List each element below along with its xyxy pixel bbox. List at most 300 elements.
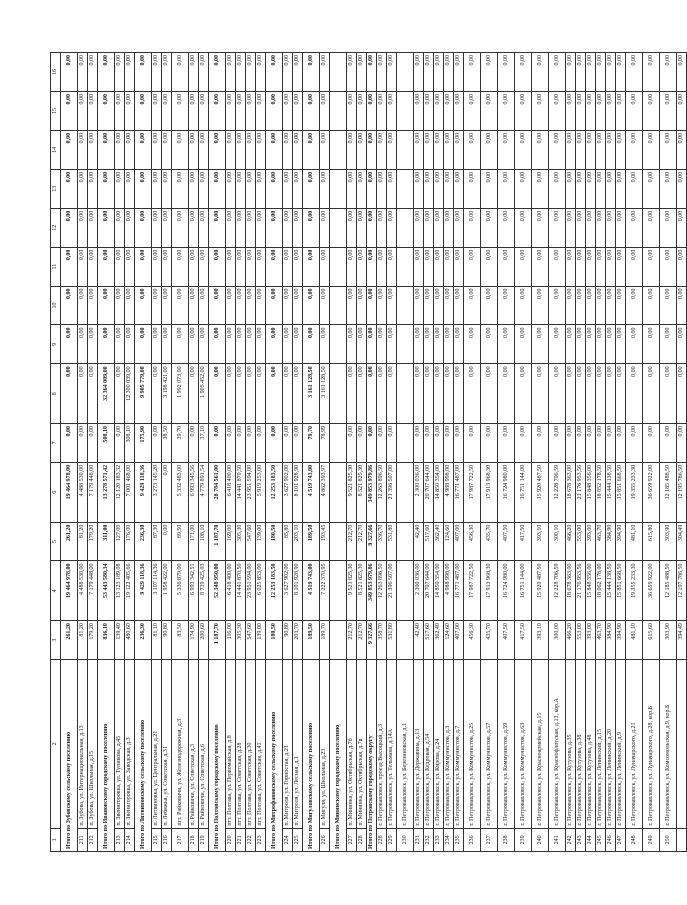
table-cell: 9 327,66 <box>367 621 377 660</box>
table-cell: 3 107 114,36 <box>152 561 162 621</box>
table-cell: 0,00 <box>464 325 481 364</box>
table-cell: 12 253 183,50 <box>266 462 283 522</box>
table-cell: 5 336 879,00 <box>172 561 189 621</box>
table-cell: 0,00 <box>256 364 266 424</box>
address-cell: п. Литвиновка, ул. Центральная, д.21 <box>152 660 162 829</box>
table-cell: 0,00 <box>532 247 549 286</box>
table-cell: 0,00 <box>626 169 643 208</box>
row-number: 231 <box>414 828 424 851</box>
table-cell: 0,00 <box>303 208 320 247</box>
table-cell: 0,00 <box>660 247 677 286</box>
table-cell: 81,10 <box>152 621 162 660</box>
row-number: 244 <box>586 828 596 851</box>
table-cell: 12 197 786,50 <box>677 561 687 621</box>
table-cell: 0,00 <box>387 424 397 463</box>
table-cell: 0,00 <box>586 208 596 247</box>
table-cell: 0,00 <box>677 169 687 208</box>
address-cell: г. Петровавловск, ул. Коммунистов, д.7 <box>454 660 464 829</box>
table-cell: 175,90 <box>135 424 152 463</box>
table-cell: 384,90 <box>606 522 616 561</box>
table-cell: 0,00 <box>61 247 78 286</box>
address-cell: п. Мининка, ул. Октябрьская, д.7б <box>347 660 357 829</box>
column-header: 8 <box>51 364 61 424</box>
table-cell: 0,00 <box>532 424 549 463</box>
address-cell: г. Петровавловск, ул. Кирова, д.24 <box>434 660 444 829</box>
table-cell: 0,00 <box>481 286 498 325</box>
table-cell: 0,00 <box>246 364 256 424</box>
table-cell: 393,00 <box>586 621 596 660</box>
table-cell: 0,00 <box>246 325 256 364</box>
table-row <box>199 53 209 852</box>
table-cell: 0,00 <box>549 247 566 286</box>
table-cell: 0,00 <box>596 286 606 325</box>
table-cell: 349 853 979,86 <box>367 462 377 522</box>
table-row <box>515 53 532 852</box>
table-cell: 0,00 <box>596 325 606 364</box>
table-row <box>293 53 303 852</box>
table-cell: 0,00 <box>266 53 283 92</box>
table-cell: 0,00 <box>256 247 266 286</box>
table-cell <box>397 92 414 131</box>
table-cell: 0,00 <box>256 130 266 169</box>
table-cell: 336,70 <box>377 522 387 561</box>
table-cell: 0,00 <box>444 247 454 286</box>
table-cell: 212,70 <box>347 621 357 660</box>
column-header: 6 <box>51 462 61 522</box>
table-cell: 189,50 <box>303 522 320 561</box>
table-cell: 393,10 <box>532 522 549 561</box>
table-cell: 300,00 <box>549 621 566 660</box>
table-cell: 0,00 <box>320 130 330 169</box>
table-cell: 15 851 668,50 <box>616 561 626 621</box>
table-row <box>162 53 172 852</box>
table-cell: 0,00 <box>125 92 135 131</box>
table-cell: 12 120 183,32 <box>115 462 125 522</box>
table-cell: 0,00 <box>303 247 320 286</box>
table-cell: 0,00 <box>444 92 454 131</box>
table-row <box>596 53 606 852</box>
address-cell: п. Райковичи, ул. Советская, д.6 <box>199 660 209 829</box>
table-cell: 37,10 <box>199 424 209 463</box>
table-cell: 0,00 <box>347 208 357 247</box>
table-cell: 0,00 <box>532 130 549 169</box>
table-cell: 169,00 <box>226 522 236 561</box>
table-cell: 8 739 425,03 <box>199 561 209 621</box>
table-cell: 0,00 <box>596 53 606 92</box>
table-cell: 0,00 <box>515 208 532 247</box>
table-cell: 0,00 <box>115 169 125 208</box>
table-cell: 0,00 <box>115 325 125 364</box>
table-cell: 0,00 <box>209 53 226 92</box>
table-cell: 0,00 <box>576 130 586 169</box>
table-cell: 0,00 <box>357 247 367 286</box>
table-cell: 17 987 722,50 <box>464 462 481 522</box>
table-cell: 0,00 <box>61 130 78 169</box>
table-cell: 0,00 <box>424 169 434 208</box>
table-cell: 52 348 950,00 <box>209 561 226 621</box>
table-cell: 0,00 <box>61 169 78 208</box>
table-cell: 9 521 825,30 <box>347 561 357 621</box>
table-cell: 0,00 <box>88 169 98 208</box>
table-cell: 0,00 <box>320 169 330 208</box>
table-cell: 0,00 <box>596 92 606 131</box>
table-cell: 8 521 825,30 <box>357 561 367 621</box>
table-cell: 0,00 <box>98 169 115 208</box>
table-cell: 0,00 <box>115 247 125 286</box>
table-cell: 0,00 <box>347 169 357 208</box>
table-cell: 0,00 <box>586 325 596 364</box>
table-cell: 0,00 <box>626 247 643 286</box>
table-cell: 0,00 <box>586 169 596 208</box>
table-cell: 0,00 <box>616 208 626 247</box>
table-cell: 0,00 <box>454 364 464 424</box>
table-cell <box>330 522 347 561</box>
table-cell: 0,00 <box>78 169 88 208</box>
table-cell: 0,00 <box>566 208 576 247</box>
table-cell: 0,00 <box>387 364 397 424</box>
table-cell: 0,00 <box>189 130 199 169</box>
table-cell: 0,00 <box>586 92 596 131</box>
table-cell: 0,00 <box>78 92 88 131</box>
table-cell: 0,00 <box>172 325 189 364</box>
table-cell: 12 185 488,50 <box>660 462 677 522</box>
table-cell: 0,00 <box>199 169 209 208</box>
table-cell: 8 101 928,90 <box>293 462 303 522</box>
table-cell: 362,40 <box>434 522 444 561</box>
table-cell: 180,50 <box>266 522 283 561</box>
address-cell: г. Петровавловск, ул. Березиновская, д.1 <box>397 660 414 829</box>
table-cell <box>330 130 347 169</box>
table-cell: 0,00 <box>303 53 320 92</box>
table-cell: 0,00 <box>481 130 498 169</box>
table-cell: 836,10 <box>98 621 115 660</box>
table-cell: 9 327,66 <box>367 522 377 561</box>
table-row <box>397 53 414 852</box>
table-cell: 0,00 <box>199 325 209 364</box>
address-cell: п. Лебяжья, ул. Советская, д.31 <box>162 660 172 829</box>
table-cell: 0,00 <box>606 424 616 463</box>
table-cell: 0,00 <box>377 92 387 131</box>
table-cell <box>397 561 414 621</box>
table-cell: 236,30 <box>135 522 152 561</box>
table-cell: 0,00 <box>660 208 677 247</box>
table-cell: 0,00 <box>61 364 78 424</box>
address-cell: г. Петровавловск, ул. Державина, д.13 <box>414 660 424 829</box>
address-cell: г. Петровавловск, ул. Краснофлотская, д.13, кор.А <box>549 660 566 829</box>
table-cell: 0,00 <box>643 208 660 247</box>
table-cell: 0,00 <box>266 169 283 208</box>
table-cell: 0,00 <box>643 169 660 208</box>
table-cell: 0,00 <box>357 130 367 169</box>
table-cell: 0,00 <box>566 92 576 131</box>
table-cell: 12 185 488,50 <box>660 561 677 621</box>
table-cell: 14 850 354,00 <box>434 462 444 522</box>
table-row <box>464 53 481 852</box>
table-cell: 547,60 <box>246 522 256 561</box>
table-cell: 0,00 <box>152 92 162 131</box>
table-cell: 0,00 <box>464 169 481 208</box>
table-cell: 517,60 <box>424 522 434 561</box>
table-row <box>152 53 162 852</box>
table-cell: 81,20 <box>78 621 88 660</box>
table-cell: 304,49 <box>677 522 687 561</box>
table-cell: 0,00 <box>515 424 532 463</box>
table-cell <box>330 169 347 208</box>
table-cell: 0,00 <box>303 286 320 325</box>
table-cell: 15 848 356,00 <box>586 462 596 522</box>
table-cell: 4 488 530,00 <box>78 561 88 621</box>
table-row <box>444 53 454 852</box>
table-cell: 200,60 <box>199 621 209 660</box>
address-cell: пгт. Полтава, ул. Первомайская, д.8 <box>226 660 236 829</box>
table-cell: 0,00 <box>660 424 677 463</box>
row-number: 243 <box>576 828 586 851</box>
table-row <box>576 53 586 852</box>
table-cell: 0,00 <box>88 325 98 364</box>
address-cell: пгт. Полтава, ул. Советская, д.41 <box>256 660 266 829</box>
table-cell: 0,00 <box>236 208 246 247</box>
table-cell: 81,20 <box>78 522 88 561</box>
table-row <box>549 53 566 852</box>
table-cell: 0,00 <box>125 247 135 286</box>
table-cell: 0,00 <box>367 92 377 131</box>
table-cell: 4 488 530,00 <box>78 462 88 522</box>
table-cell: 0,00 <box>78 286 88 325</box>
table-cell: 0,00 <box>172 53 189 92</box>
table-cell: 0,00 <box>643 424 660 463</box>
table-cell: 0,00 <box>88 92 98 131</box>
table-cell: 0,00 <box>549 286 566 325</box>
table-cell: 0,00 <box>414 364 424 424</box>
table-cell: 0,00 <box>226 286 236 325</box>
table-cell: 0,00 <box>115 424 125 463</box>
table-cell: 308,10 <box>125 424 135 463</box>
table-cell: 0,00 <box>660 130 677 169</box>
table-cell: 0,00 <box>256 208 266 247</box>
table-row <box>135 53 152 852</box>
table-cell: 87,30 <box>152 522 162 561</box>
header-row <box>51 53 61 852</box>
table-row <box>643 53 660 852</box>
table-cell: 0,00 <box>293 424 303 463</box>
table-cell: 12 300 039,00 <box>125 364 135 424</box>
table-cell: 203,10 <box>293 522 303 561</box>
table-cell: 0,00 <box>606 208 616 247</box>
table-cell: 0,00 <box>434 130 444 169</box>
table-cell: 0,00 <box>98 325 115 364</box>
table-row <box>266 53 283 852</box>
table-cell: 0,00 <box>61 325 78 364</box>
table-cell: 0,00 <box>209 92 226 131</box>
table-cell: 0,00 <box>88 130 98 169</box>
table-cell: 212,70 <box>347 522 357 561</box>
table-cell: 0,00 <box>606 92 616 131</box>
table-cell: 21 396 507,00 <box>387 462 397 522</box>
table-cell: 0,00 <box>226 169 236 208</box>
table-cell: 0,00 <box>643 247 660 286</box>
table-cell: 0,00 <box>424 247 434 286</box>
table-cell: 0,00 <box>236 247 246 286</box>
table-cell: 0,00 <box>226 53 236 92</box>
row-number: 241 <box>549 828 566 851</box>
table-cell: 0,00 <box>199 286 209 325</box>
table-cell: 0,00 <box>586 286 596 325</box>
table-cell: 15 444 138,50 <box>606 561 616 621</box>
address-cell: г. Петровавловск, ул. Коммунистов, д.57 <box>481 660 498 829</box>
table-cell: 21 176 953,56 <box>576 462 586 522</box>
table-cell: 0,00 <box>414 92 424 131</box>
table-cell: 0,00 <box>424 130 434 169</box>
table-cell: 0,00 <box>660 286 677 325</box>
table-cell: 8 521 825,30 <box>357 462 367 522</box>
table-cell: 14 850 354,00 <box>434 561 444 621</box>
table-cell: 0,00 <box>532 169 549 208</box>
table-row <box>283 53 293 852</box>
table-cell: 0,00 <box>549 92 566 131</box>
address-cell: п. Зубова, ул. Интернациональная, д.13 <box>78 660 88 829</box>
address-cell: пгт. Полтава, ул. Советская, д.30 <box>246 660 256 829</box>
table-cell <box>397 364 414 424</box>
table-cell: 0,00 <box>357 169 367 208</box>
table-cell: 0,00 <box>377 424 387 463</box>
table-cell: 0,00 <box>596 247 606 286</box>
group-total-label: Итого по Петровскому городскому округу <box>367 660 377 852</box>
table-row <box>566 53 576 852</box>
table-cell: 0,00 <box>454 130 464 169</box>
table-cell: 0,00 <box>576 364 586 424</box>
table-row <box>387 53 397 852</box>
table-cell: 17 987 722,50 <box>464 561 481 621</box>
table-cell: 0,00 <box>481 92 498 131</box>
table-cell: 0,00 <box>283 286 293 325</box>
table-cell: 0,00 <box>189 169 199 208</box>
table-cell: 0,00 <box>660 92 677 131</box>
table-cell: 0,00 <box>88 286 98 325</box>
table-cell: 12 263 896,50 <box>377 462 387 522</box>
table-cell: 0,00 <box>434 92 444 131</box>
table-cell: 615,60 <box>643 621 660 660</box>
table-cell: 463,70 <box>596 522 606 561</box>
table-cell: 0,00 <box>677 424 687 463</box>
row-number: 250 <box>660 828 677 851</box>
table-cell: 90,80 <box>283 621 293 660</box>
row-number: 219 <box>199 828 209 851</box>
table-cell: 42,40 <box>414 621 424 660</box>
table-cell: 0,00 <box>515 247 532 286</box>
table-cell: 1 958 422,00 <box>162 561 172 621</box>
table-cell: 0,00 <box>616 53 626 92</box>
table-cell: 0,00 <box>444 53 454 92</box>
table-cell: 0,00 <box>266 208 283 247</box>
table-cell: 0,00 <box>549 325 566 364</box>
table-cell: 19 355 233,30 <box>626 462 643 522</box>
table-cell: 89,50 <box>172 522 189 561</box>
table-cell: 0,00 <box>532 208 549 247</box>
table-row <box>626 53 643 852</box>
table-cell: 0,00 <box>357 424 367 463</box>
table-cell: 0,00 <box>576 92 586 131</box>
table-row <box>330 53 347 852</box>
table-cell: 0,00 <box>576 424 586 463</box>
table-cell: 0,00 <box>293 364 303 424</box>
table-cell: 0,00 <box>98 247 115 286</box>
row-number: 227 <box>347 828 357 851</box>
table-cell: 0,00 <box>677 130 687 169</box>
table-row <box>246 53 256 852</box>
column-header: 16 <box>51 53 61 92</box>
table-row <box>256 53 266 852</box>
table-cell: 0,00 <box>256 92 266 131</box>
table-cell: 393,10 <box>532 621 549 660</box>
column-header: 9 <box>51 325 61 364</box>
table-cell: 0,00 <box>189 208 199 247</box>
table-row <box>115 53 125 852</box>
table-cell: 236,30 <box>135 621 152 660</box>
table-cell: 0,00 <box>236 92 246 131</box>
table-cell: 15 920 487,50 <box>532 462 549 522</box>
table-cell: 0,00 <box>387 286 397 325</box>
table-cell: 0,00 <box>377 130 387 169</box>
table-cell: 0,00 <box>387 247 397 286</box>
table-row <box>172 53 189 852</box>
address-cell: г. Петровавловск, ул. Кутузова, д.35 <box>566 660 576 829</box>
table-cell: 0,00 <box>78 53 88 92</box>
table-cell: 3 161 128,50 <box>320 364 330 424</box>
table-cell: 0,00 <box>515 286 532 325</box>
table-cell: 12 195 786,50 <box>677 462 687 522</box>
table-cell: 14 441 870,50 <box>236 561 246 621</box>
table-cell: 0,00 <box>115 53 125 92</box>
table-cell: 0,00 <box>596 169 606 208</box>
table-row <box>88 53 98 852</box>
address-cell: п. Мининка, ул. Октябрьская, д.7в <box>357 660 367 829</box>
table-cell: 0,00 <box>367 169 377 208</box>
table-cell: 0,00 <box>387 169 397 208</box>
table-cell: 0,00 <box>357 364 367 424</box>
table-cell: 0,00 <box>576 169 586 208</box>
table-cell: 0,00 <box>303 325 320 364</box>
table-cell: 5 919 253,00 <box>256 462 266 522</box>
table-cell: 0,00 <box>320 92 330 131</box>
row-number: 234 <box>444 828 454 851</box>
table-cell: 0,00 <box>209 424 226 463</box>
table-cell: 0,00 <box>626 364 643 424</box>
table-cell: 0,00 <box>377 169 387 208</box>
table-cell: 0,00 <box>199 247 209 286</box>
table-cell: 0,00 <box>98 130 115 169</box>
table-row <box>98 53 115 852</box>
table-cell: 0,00 <box>293 286 303 325</box>
table-cell: 394,90 <box>616 522 626 561</box>
table-cell: 174,90 <box>189 621 199 660</box>
group-total-label: Итого по Зубовскому сельскому поселению <box>61 660 78 852</box>
column-header: 13 <box>51 169 61 208</box>
table-cell: 0,00 <box>464 130 481 169</box>
table-cell: 6 418 400,00 <box>226 561 236 621</box>
table-cell: 466,20 <box>566 522 576 561</box>
table-cell: 0,00 <box>293 92 303 131</box>
table-cell: 0,00 <box>606 325 616 364</box>
table-cell <box>330 247 347 286</box>
table-cell: 0,00 <box>135 286 152 325</box>
table-cell <box>330 621 347 660</box>
table-cell: 0,00 <box>454 92 464 131</box>
table-cell: 16 724 980,00 <box>498 462 515 522</box>
table-cell: 0,00 <box>424 364 434 424</box>
table-cell: 0,00 <box>424 208 434 247</box>
table-cell: 0,00 <box>303 130 320 169</box>
table-cell: 407,50 <box>498 522 515 561</box>
